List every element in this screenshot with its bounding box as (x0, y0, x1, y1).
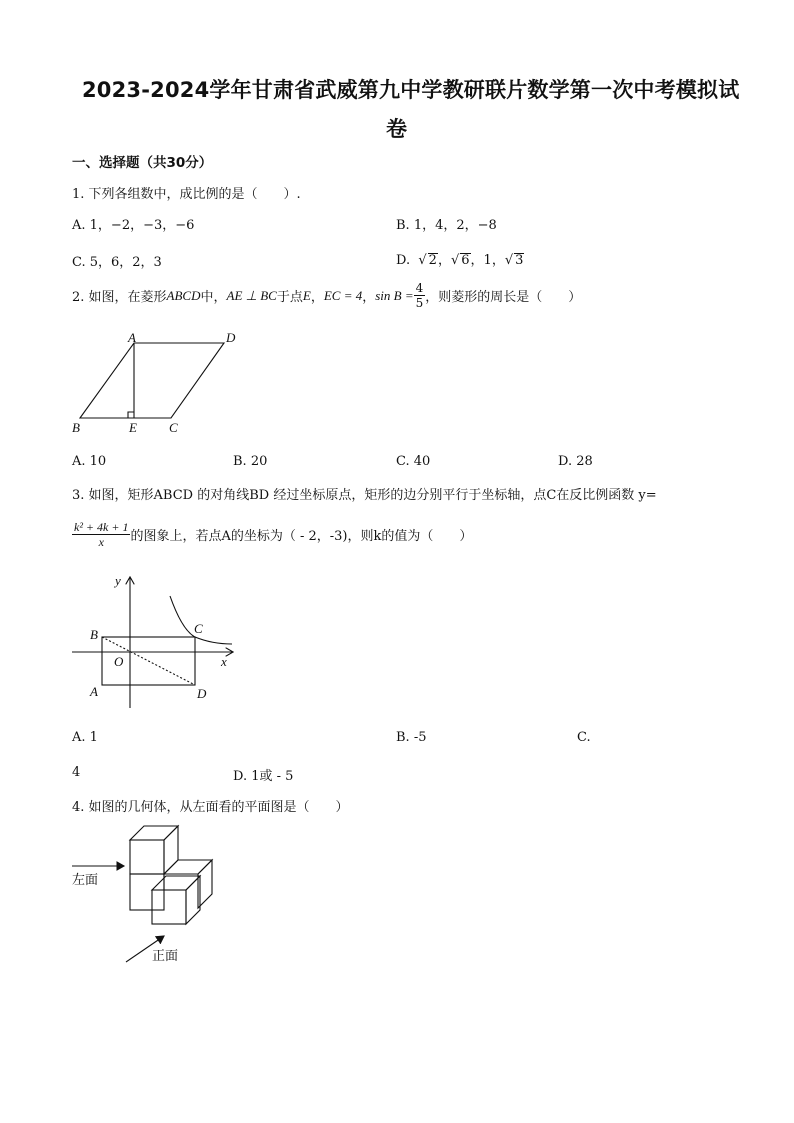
q2-abcd: ABCD (166, 287, 201, 303)
q1-option-c: C. 5，6，2，3 (72, 255, 162, 270)
q2-option-a: A. 10 (72, 454, 107, 469)
q3-option-b: B. -5 (396, 730, 427, 745)
q1-d-root-4: 3 (515, 253, 524, 268)
q2-label-c: C (169, 420, 178, 435)
q3-option-d: D. 1或 - 5 (233, 769, 294, 784)
q2-tail: ，则菱形的周长是（ ） (425, 290, 582, 305)
q1-d-root-1: 2 (428, 253, 437, 268)
q2-option-c: C. 40 (396, 454, 431, 469)
q3-option-a: A. 1 (72, 730, 98, 745)
q2-label-b: B (72, 420, 80, 435)
section-heading: 一、选择题（共30分） (72, 155, 213, 171)
q2-label-e: E (129, 420, 137, 435)
q1-option-d: D. √ 2，√ 6，1，√ 3 (396, 253, 524, 268)
question-3-line1: 3. 如图，矩形ABCD 的对角线BD 经过坐标原点，矩形的边分别平行于坐标轴，点C在反比例函数 y= (72, 488, 657, 503)
q2-frac-den: 5 (415, 296, 424, 310)
q2-label-d: D (226, 330, 236, 345)
q4-front-label: 正面 (152, 948, 179, 963)
q3-label-d: D (197, 686, 207, 701)
q4-left-label: 左面 (72, 872, 99, 887)
q1-option-d-prefix: D. (396, 253, 411, 268)
q3-option-c: C. (577, 730, 591, 745)
q3-label-a: A (90, 684, 98, 699)
question-3-line2 (72, 521, 472, 548)
q3-frac-num: k² + 4k + 1 (74, 520, 129, 534)
q1-option-b: B. 1，4，2，−8 (396, 218, 497, 233)
q2-option-d: D. 28 (558, 454, 593, 469)
question-2-text: 2. 如图，在菱形 ABCD 中， AE ⊥ BC 于点 E ， EC = 4 ， sin B = $\frac{4}{5}$ ，则菱形的周长是（ ） (72, 281, 582, 310)
q2-mid2: 于点 (276, 290, 303, 305)
q3-label-o: O (114, 654, 124, 669)
q3-label-y: y (115, 573, 121, 588)
q3-coordinate-figure (66, 572, 246, 712)
q2-perp: AE ⊥ BC (226, 287, 277, 303)
q2-option-b: B. 20 (233, 454, 268, 469)
q2-mid1: 中， (200, 290, 227, 305)
question-1-text: 1. 下列各组数中，成比例的是（ ）. (72, 187, 301, 202)
q1-d-root-2: 6 (461, 253, 470, 268)
page-title-line2: 卷 (386, 117, 408, 141)
q3-line2-text: 的图象上，若点A的坐标为（ - 2，-3)，则k的值为（ ） (130, 529, 473, 544)
q2-point-e: E (302, 287, 311, 303)
q2-sin: sin B = (375, 287, 414, 303)
q1-option-a: A. 1，−2，−3，−6 (72, 218, 195, 233)
question-4-text: 4. 如图的几何体，从左面看的平面图是（ ） (72, 800, 349, 815)
q3-frac-den: x (98, 535, 104, 549)
q2-label-a: A (128, 330, 136, 345)
q2-frac-num: 4 (415, 281, 424, 295)
q2-ec: EC = 4 (323, 287, 363, 303)
q4-solid-figure (66, 820, 236, 970)
q2-fraction (414, 282, 426, 309)
q3-option-c-value: 4 (72, 765, 81, 780)
q2-lead: 2. 如图，在菱形 (72, 290, 167, 305)
page-title-line1: 2023-2024学年甘肃省武威第九中学教研联片数学第一次中考模拟试 (82, 78, 740, 102)
q1-d-item-3: 1 (483, 253, 492, 268)
q3-fraction (72, 521, 130, 548)
q3-label-x: x (221, 654, 227, 669)
q3-label-b: B (90, 627, 98, 642)
q2-rhombus-figure (66, 328, 256, 438)
q3-label-c: C (194, 621, 203, 636)
